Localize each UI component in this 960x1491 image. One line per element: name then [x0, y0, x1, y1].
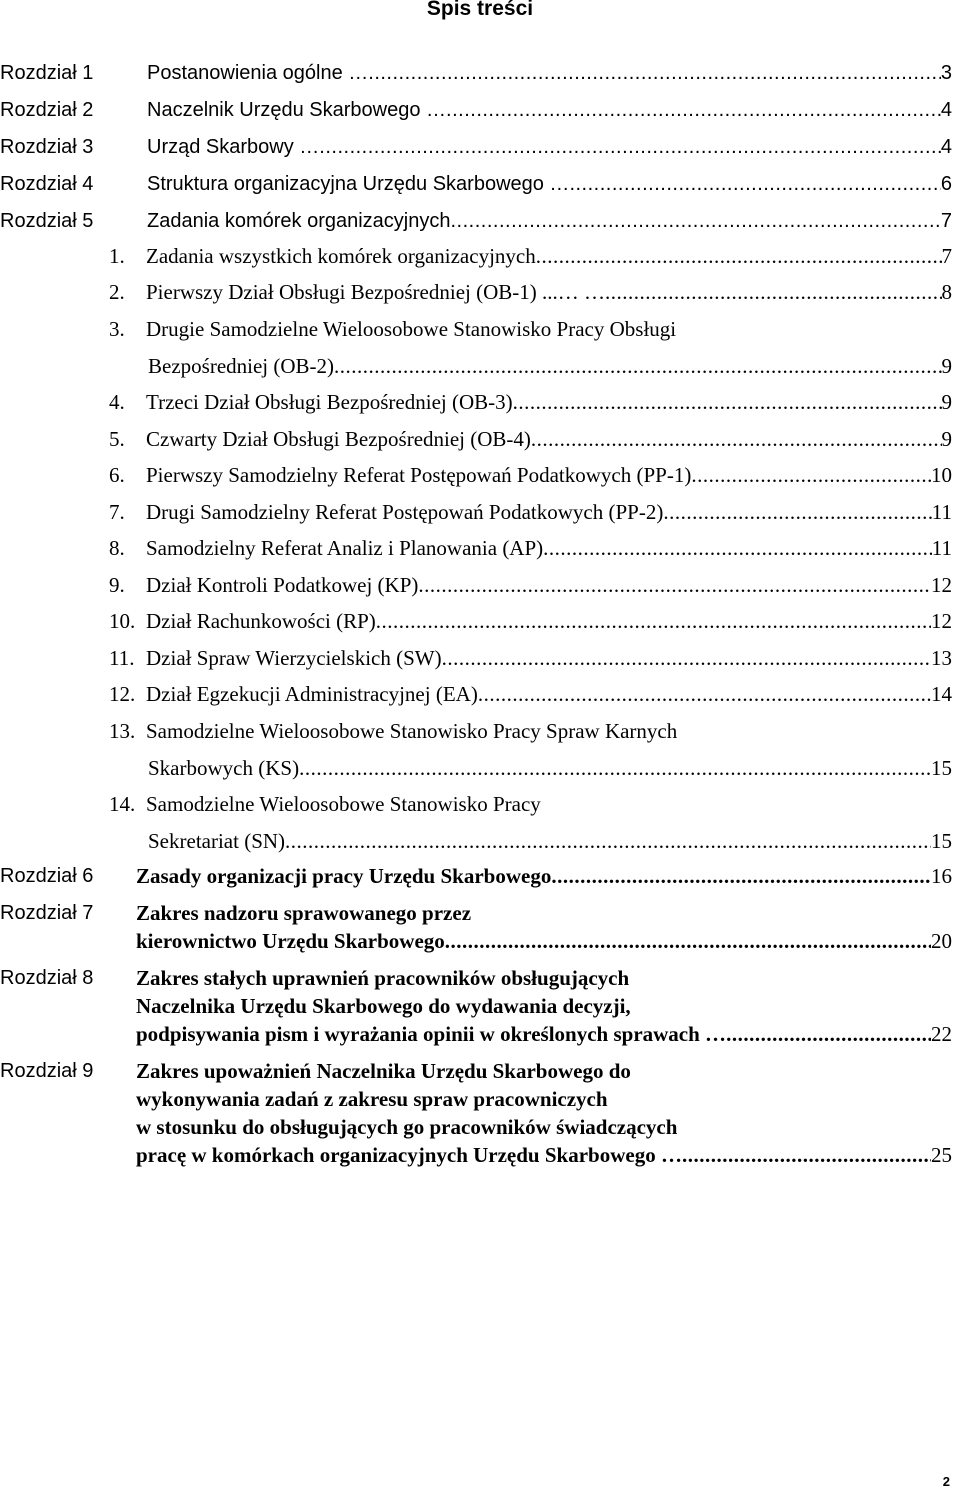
leader-dots	[726, 1021, 931, 1047]
leader-dots	[334, 353, 941, 379]
toc-chapter-row	[0, 134, 960, 160]
section-number: 5.	[109, 426, 125, 451]
toc-entry-title: podpisywania pism i wyrażania opinii w określonych sprawach …	[136, 1022, 727, 1046]
toc-entry-line	[146, 499, 952, 525]
toc-section-row	[0, 645, 960, 671]
toc-page-number: 25	[931, 1143, 952, 1167]
leader-dots	[376, 608, 931, 634]
toc-entry-title: Bezpośredniej (OB-2)	[148, 353, 335, 378]
leader-dots	[299, 755, 931, 781]
toc-page-number: 14	[931, 682, 952, 706]
toc-page-number: 12	[931, 609, 952, 633]
leader-dots	[536, 243, 942, 269]
leader-dots	[663, 499, 931, 525]
leader-dots	[319, 134, 941, 160]
leader-dots	[513, 389, 942, 415]
section-number: 3.	[109, 316, 125, 341]
toc-section-row	[0, 389, 960, 415]
toc-entry-line	[146, 645, 952, 671]
toc-entry-title: Zadania komórek organizacyjnych	[147, 210, 451, 232]
toc-entry-line	[136, 928, 952, 954]
toc-section-row	[0, 499, 960, 525]
toc-entry-line	[148, 755, 952, 781]
toc-page-number: 4	[940, 99, 952, 121]
leader-dots	[531, 426, 942, 452]
toc-entry-title: Naczelnik Urzędu Skarbowego …	[147, 99, 447, 121]
leader-dots	[605, 279, 942, 305]
toc-entry-title: Urząd Skarbowy …	[147, 136, 320, 158]
toc-entry-line	[146, 426, 952, 452]
leader-dots	[445, 928, 931, 954]
toc-page-number: 6	[940, 173, 952, 195]
toc-page-number: 9	[941, 390, 952, 414]
toc-entry-line	[146, 681, 952, 707]
leader-dots	[569, 171, 940, 197]
chapter-label: Rozdział 9	[0, 1060, 94, 1082]
section-number: 11.	[109, 645, 135, 670]
section-number: 7.	[109, 499, 125, 524]
leader-dots	[418, 572, 931, 598]
toc-entry-line	[146, 572, 952, 598]
toc-page-number: 15	[931, 755, 952, 780]
chapter-label: Rozdział 3	[0, 136, 94, 158]
toc-chapter-row	[0, 208, 960, 234]
toc-entry-title: Samodzielny Referat Analiz i Planowania (AP)	[146, 536, 544, 560]
toc-section-row	[0, 316, 960, 342]
toc-entry-line	[147, 97, 952, 123]
toc-section-row-cont	[0, 353, 960, 379]
page-number: 2	[942, 1474, 950, 1489]
toc-page-number: 7	[941, 243, 952, 268]
toc-entry-line	[147, 208, 952, 234]
leader-dots	[285, 828, 931, 854]
toc-entry-title: Zasady organizacji pracy Urzędu Skarbowego	[136, 864, 552, 888]
chapter-label: Rozdział 6	[0, 865, 94, 887]
chapter-label: Rozdział 1	[0, 62, 94, 84]
toc-page-number: 22	[931, 1022, 952, 1046]
toc-page-number: 9	[941, 426, 952, 451]
toc-entry-title: Zakres upoważnień Naczelnika Urzędu Skarbowego do	[136, 1059, 631, 1083]
toc-entry-title: Dział Egzekucji Administracyjnej (EA)	[146, 682, 478, 706]
section-number: 9.	[109, 572, 125, 597]
toc-chapter-row	[0, 171, 960, 197]
toc-entry-title: w stosunku do obsługujących go pracowników świadczących	[136, 1115, 678, 1139]
toc-entry-line	[148, 353, 952, 379]
toc-page-number: 20	[931, 929, 952, 953]
section-number: 4.	[109, 390, 125, 414]
toc-page-number: 16	[931, 864, 952, 888]
chapter-label: Rozdział 4	[0, 173, 94, 195]
chapter-label: Rozdział 2	[0, 99, 94, 121]
toc-page-number: 8	[941, 280, 952, 304]
toc-page-number: 11	[931, 536, 952, 560]
section-number: 14.	[109, 792, 136, 816]
leader-dots	[368, 60, 941, 86]
toc-page-number: 9	[941, 353, 952, 378]
toc-entry-title: Naczelnika Urzędu Skarbowego do wydawania decyzji,	[136, 994, 631, 1018]
toc-entry-title: Samodzielne Wieloosobowe Stanowisko Pracy	[146, 792, 541, 816]
section-number: 2.	[109, 280, 125, 304]
toc-entry-line	[136, 863, 952, 889]
toc-chapter-title-line	[0, 1114, 960, 1140]
toc-chapter-title-line	[0, 1021, 960, 1047]
toc-entry-title: Trzeci Dział Obsługi Bezpośredniej (OB-3)	[146, 390, 513, 414]
toc-entry-title: Dział Rachunkowości (RP)	[146, 609, 376, 633]
toc-chapter-title-line	[0, 965, 960, 991]
toc-section-row	[0, 608, 960, 634]
toc-entry-line	[146, 243, 952, 269]
section-number: 13.	[109, 718, 136, 743]
section-number: 10.	[109, 609, 136, 633]
toc-chapter-title-line	[0, 1142, 960, 1168]
toc-section-row-cont	[0, 828, 960, 854]
toc-entry-title: Dział Spraw Wierzycielskich (SW)	[146, 645, 442, 670]
toc-entry-line	[146, 462, 952, 488]
toc-chapter-title-line	[0, 1086, 960, 1112]
toc-page-number: 12	[931, 572, 952, 597]
toc-section-row	[0, 426, 960, 452]
toc-entry-title: Pierwszy Samodzielny Referat Postępowań Podatkowych (PP-1)	[146, 463, 692, 487]
toc-entry-title: Drugi Samodzielny Referat Postępowań Podatkowych (PP-2)	[146, 499, 664, 524]
toc-entry-title: kierownictwo Urzędu Skarbowego	[136, 929, 445, 953]
toc-page-number: 3	[940, 62, 952, 84]
toc-chapter-title-line	[0, 1058, 960, 1084]
toc-section-row	[0, 718, 960, 744]
toc-entry-title: Postanowienia ogólne …	[147, 62, 369, 84]
leader-dots	[682, 1142, 931, 1168]
toc-entry-title: Struktura organizacyjna Urzędu Skarbowego …	[147, 173, 570, 195]
toc-entry-title: Pierwszy Dział Obsługi Bezpośredniej (OB-1) ...… …	[146, 280, 605, 304]
page-title: Spis treści	[426, 0, 534, 20]
toc-page-number: 10	[931, 463, 952, 487]
toc-entry-line	[146, 279, 952, 305]
chapter-label: Rozdział 8	[0, 967, 94, 989]
leader-dots	[551, 863, 931, 889]
section-number: 8.	[109, 536, 125, 560]
toc-page-number: 4	[940, 136, 952, 158]
toc-section-row	[0, 791, 960, 817]
toc-chapter-title-line	[0, 863, 960, 889]
toc-entry-title: Dział Kontroli Podatkowej (KP)	[146, 572, 419, 597]
toc-chapter-row	[0, 60, 960, 86]
toc-entry-line	[147, 60, 952, 86]
chapter-label: Rozdział 5	[0, 210, 94, 232]
toc-entry-title: Skarbowych (KS)	[148, 755, 300, 780]
section-number: 6.	[109, 463, 125, 487]
toc-entry-title: Sekretariat (SN)	[148, 829, 286, 853]
toc-entry-line	[146, 389, 952, 415]
leader-dots	[451, 208, 941, 234]
leader-dots	[691, 462, 931, 488]
toc-chapter-title-line	[0, 900, 960, 926]
toc-page-number: 13	[931, 645, 952, 670]
toc-section-row-cont	[0, 755, 960, 781]
toc-page-number: 15	[931, 829, 952, 853]
toc-entry-line	[148, 828, 952, 854]
toc-entry-line	[136, 1021, 952, 1047]
toc-page-number: 7	[940, 210, 952, 232]
leader-dots	[543, 535, 932, 561]
toc-chapter-title-line	[0, 993, 960, 1019]
toc-entry-line	[147, 171, 952, 197]
toc-entry-line	[147, 134, 952, 160]
toc-entry-title: Drugie Samodzielne Wieloosobowe Stanowisko Pracy Obsługi	[146, 316, 677, 341]
chapter-label: Rozdział 7	[0, 902, 94, 924]
toc-entry-title: Czwarty Dział Obsługi Bezpośredniej (OB-4)	[146, 426, 531, 451]
toc-chapter-row	[0, 97, 960, 123]
toc-entry-line	[146, 608, 952, 634]
leader-dots	[442, 645, 931, 671]
leader-dots	[478, 681, 931, 707]
toc-entry-title: pracę w komórkach organizacyjnych Urzędu Skarbowego …	[136, 1143, 682, 1167]
toc-section-row	[0, 462, 960, 488]
toc-section-row	[0, 243, 960, 269]
toc-page-number: 11	[931, 499, 952, 524]
section-number: 12.	[109, 682, 136, 706]
toc-entry-title: Zadania wszystkich komórek organizacyjnych	[146, 243, 536, 268]
toc-entry-title: Samodzielne Wieloosobowe Stanowisko Pracy Spraw Karnych	[146, 718, 678, 743]
toc-entry-title: Zakres stałych uprawnień pracowników obsługujących	[136, 966, 630, 990]
toc-section-row	[0, 535, 960, 561]
toc-entry-title: wykonywania zadań z zakresu spraw pracowniczych	[136, 1087, 608, 1111]
toc-entry-line	[146, 535, 952, 561]
section-number: 1.	[109, 243, 125, 268]
toc-entry-title: Zakres nadzoru sprawowanego przez	[136, 901, 472, 925]
toc-section-row	[0, 681, 960, 707]
leader-dots	[446, 97, 941, 123]
toc-chapter-title-line	[0, 928, 960, 954]
toc-section-row	[0, 279, 960, 305]
toc-section-row	[0, 572, 960, 598]
toc-entry-line	[136, 1142, 952, 1168]
